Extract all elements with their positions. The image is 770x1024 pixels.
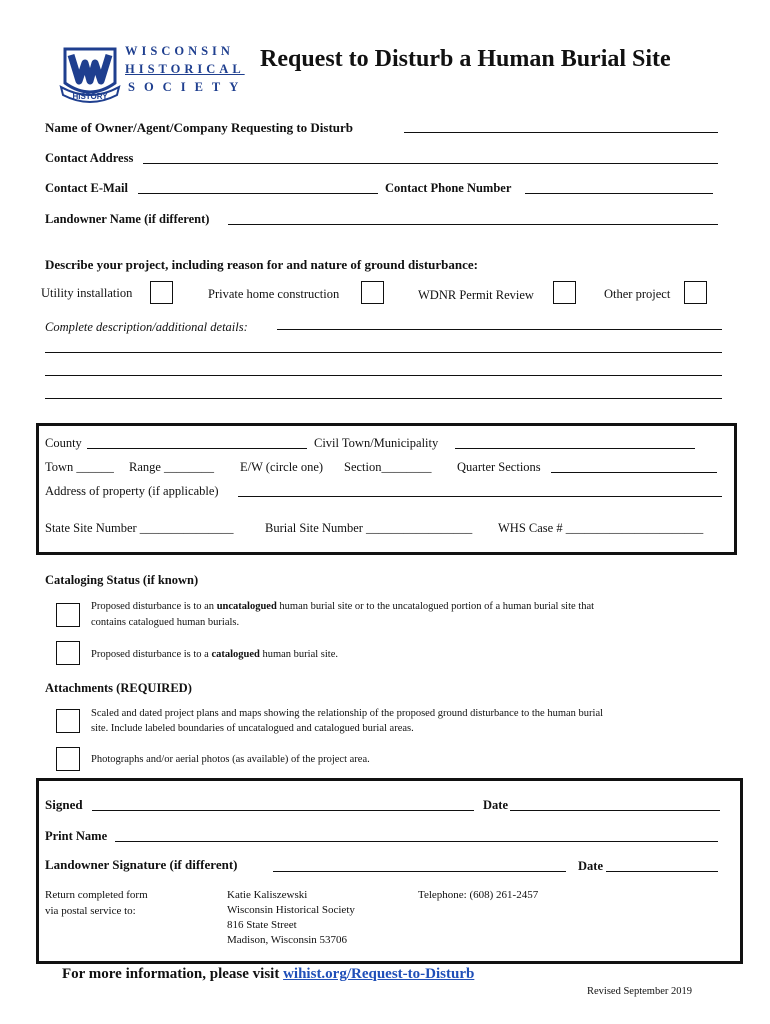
landowner-label: Landowner Name (if different) [45, 212, 210, 226]
burial-site-label: Burial Site Number _________________ [265, 521, 473, 535]
svg-text:HISTORY: HISTORY [72, 92, 108, 101]
more-info-text: For more information, please visit [62, 966, 284, 982]
print-name-field[interactable] [115, 841, 718, 842]
return-instructions-line2: via postal service to: [45, 905, 136, 917]
email-label: Contact E-Mail [45, 181, 128, 195]
landowner-signature-label: Landowner Signature (if different) [45, 857, 238, 872]
landowner-field[interactable] [228, 224, 718, 225]
print-name-label: Print Name [45, 829, 108, 843]
option-label-other: Other project [604, 287, 671, 301]
logo-line-1: WISCONSIN [125, 44, 234, 58]
project-heading: Describe your project, including reason for and nature of ground disturbance: [45, 257, 478, 272]
quarter-label: Quarter Sections [457, 460, 541, 474]
date-label: Date [483, 798, 508, 812]
mailing-address-org: Wisconsin Historical Society [227, 904, 355, 916]
county-field[interactable] [87, 448, 307, 449]
details-line-2[interactable] [45, 352, 722, 353]
mailing-address-name: Katie Kaliszewski [227, 889, 308, 901]
details-label: Complete description/additional details: [45, 320, 248, 334]
civil-town-label: Civil Town/Municipality [314, 436, 439, 450]
option-label-private-home: Private home construction [208, 287, 340, 301]
details-line-4[interactable] [45, 398, 722, 399]
page-title: Request to Disturb a Human Burial Site [260, 46, 671, 72]
plans-text-line2: site. Include labeled boundaries of uncatalogued and catalogued burial areas. [91, 723, 414, 734]
address-label: Contact Address [45, 151, 134, 165]
property-address-field[interactable] [238, 496, 722, 497]
checkbox-wdnr[interactable] [553, 281, 576, 304]
option-label-wdnr: WDNR Permit Review [418, 288, 534, 302]
checkbox-uncatalogued[interactable] [56, 603, 80, 627]
mailing-address-street: 816 State Street [227, 919, 297, 931]
option-label-utility: Utility installation [41, 286, 133, 300]
telephone: Telephone: (608) 261-2457 [418, 889, 539, 901]
uncatalogued-text-line2: contains catalogued human burials. [91, 617, 240, 628]
return-instructions-line1: Return completed form [45, 889, 148, 901]
phone-field[interactable] [525, 193, 713, 194]
date2-label: Date [578, 859, 603, 873]
owner-label: Name of Owner/Agent/Company Requesting to Disturb [45, 120, 354, 135]
uncatalogued-text-line1: Proposed disturbance is to an uncatalogued human burial site or to the uncatalogued portion of a human burial site that [91, 601, 595, 612]
plans-text-line1: Scaled and dated project plans and maps showing the relationship of the proposed ground disturbance to the human burial [91, 708, 604, 719]
range-label: Range ________ [129, 460, 215, 474]
details-line-3[interactable] [45, 375, 722, 376]
logo-line-2: HISTORICAL [125, 62, 245, 76]
checkbox-other[interactable] [684, 281, 707, 304]
revised-date: Revised September 2019 [587, 986, 692, 997]
attachments-heading: Attachments (REQUIRED) [45, 681, 192, 695]
checkbox-plans[interactable] [56, 709, 80, 733]
landowner-signature-field[interactable] [273, 871, 566, 872]
email-field[interactable] [138, 193, 378, 194]
logo-line-3: SOCIETY [128, 80, 248, 94]
phone-label: Contact Phone Number [385, 181, 512, 195]
state-site-label: State Site Number _______________ [45, 521, 234, 535]
town-label: Town ______ [45, 460, 114, 474]
section-label: Section________ [344, 460, 432, 474]
checkbox-private-home[interactable] [361, 281, 384, 304]
cataloging-heading: Cataloging Status (if known) [45, 573, 199, 587]
property-address-label: Address of property (if applicable) [45, 484, 219, 498]
date2-field[interactable] [606, 871, 718, 872]
mailing-address-city: Madison, Wisconsin 53706 [227, 934, 348, 946]
checkbox-utility[interactable] [150, 281, 173, 304]
county-label: County [45, 436, 82, 450]
whs-badge-icon [57, 43, 123, 105]
owner-field[interactable] [404, 132, 718, 133]
details-line-1[interactable] [277, 329, 722, 330]
photos-text: Photographs and/or aerial photos (as available) of the project area. [91, 754, 370, 765]
quarter-field[interactable] [551, 472, 717, 473]
address-field[interactable] [143, 163, 718, 164]
signed-field[interactable] [92, 810, 474, 811]
checkbox-catalogued[interactable] [56, 641, 80, 665]
date-field[interactable] [510, 810, 720, 811]
signed-label: Signed [45, 797, 83, 812]
catalogued-text: Proposed disturbance is to a catalogued human burial site. [91, 649, 339, 660]
ew-label: E/W (circle one) [240, 460, 324, 474]
whs-case-label: WHS Case # ______________________ [498, 521, 704, 535]
request-to-disturb-link[interactable]: wihist.org/Request-to-Disturb [283, 966, 475, 982]
more-info-line [62, 966, 474, 983]
checkbox-photos[interactable] [56, 747, 80, 771]
civil-town-field[interactable] [455, 448, 695, 449]
